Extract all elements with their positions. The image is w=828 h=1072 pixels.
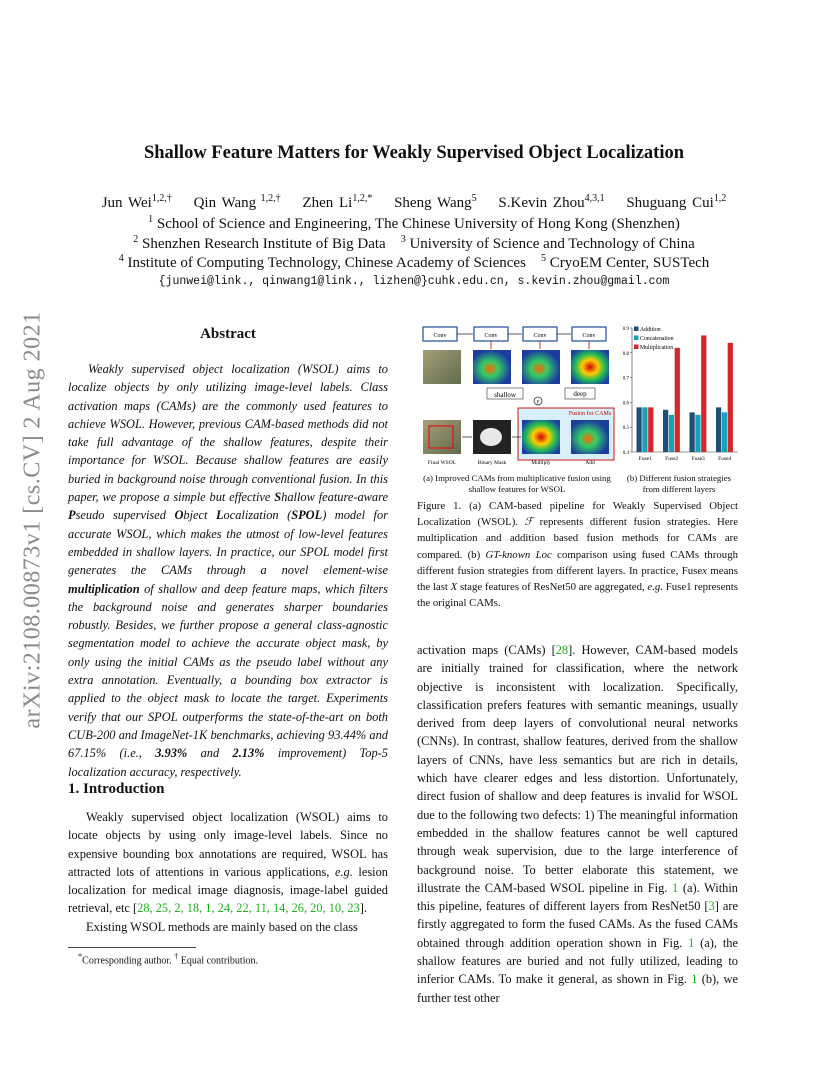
conv-label: Conv: [433, 333, 447, 339]
citation-links[interactable]: 28, 25, 2, 18, 1, 24, 22, 11, 14, 26, 20, 10, 23: [137, 901, 360, 916]
cam-map: [571, 350, 609, 384]
cam-map: [522, 350, 560, 384]
citation-link[interactable]: 28: [555, 643, 569, 657]
affiliation-line: $^2$ Shenzhen Research Institute of Big Data $^3$ University of Science and Technology of China: [133, 234, 695, 252]
x-tick-label: Fuse3: [691, 456, 705, 462]
y-tick-label: 0.5: [622, 426, 629, 432]
fusion-label: Fusion for CAMs: [568, 411, 612, 417]
footnote-rule: [68, 947, 196, 948]
stage-label: Add: [585, 460, 595, 466]
bar-addition-fuse3: [690, 412, 695, 452]
author: Qin Wang $^{1,2,\dagger}$: [193, 193, 281, 211]
legend-swatch: [634, 345, 639, 350]
bar-multiplication-fuse1: [648, 407, 653, 452]
figure-ref-link[interactable]: 1: [688, 935, 695, 950]
author: S.Kevin Zhou$^{4,3,1}$: [498, 193, 605, 211]
bar-concatenation-fuse3: [695, 415, 700, 452]
pipeline-diagram: [417, 322, 617, 467]
subfigure-caption-b: (b) Different fusion strategies from different layers: [626, 473, 732, 494]
abstract-heading: Abstract: [200, 326, 256, 342]
figure-1b-chart: [618, 322, 740, 492]
author-list: [0, 193, 828, 212]
bar-multiplication-fuse4: [728, 343, 733, 452]
y-tick-label: 0.6: [622, 401, 629, 407]
legend-label: Multiplication: [640, 345, 674, 351]
conv-label: Conv: [582, 333, 596, 339]
figure-ref-link[interactable]: 1: [691, 972, 698, 987]
citation-link[interactable]: 3: [708, 899, 715, 914]
y-tick-label: 0.7: [622, 376, 629, 382]
bar-addition-fuse4: [716, 407, 721, 452]
author: Sheng Wang$^5$: [394, 193, 477, 211]
conv-label: Conv: [533, 333, 547, 339]
y-tick-label: 0.9: [622, 327, 629, 332]
multiply-cam: [522, 420, 560, 454]
add-cam: [571, 420, 609, 454]
footnote: *Corresponding author. † Equal contribution.: [78, 952, 258, 967]
figure-ref-link[interactable]: 1: [672, 880, 679, 895]
stage-label: Multiply: [531, 460, 551, 466]
y-tick-label: 0.4: [622, 451, 629, 456]
fusion-symbol: F: [536, 400, 540, 406]
arxiv-id: arXiv:2108.00873v1 [cs.CV] 2 Aug 2021: [19, 311, 46, 729]
bar-addition-fuse2: [663, 410, 668, 452]
figure-1a-pipeline: [417, 322, 617, 492]
bar-multiplication-fuse2: [675, 348, 680, 452]
arxiv-sidebar-stamp: [8, 270, 58, 770]
legend-label: Addition: [640, 327, 661, 333]
affiliation-line: $^4$ Institute of Computing Technology, Chinese Academy of Sciences $^5$ CryoEM Center, SUSTech: [118, 253, 710, 271]
legend-swatch: [634, 327, 639, 332]
subfigure-caption-a: (a) Improved CAMs from multiplicative fusion using shallow features for WSOL: [423, 473, 611, 494]
stage-label: Final WSOL: [427, 460, 457, 466]
legend-label: Concatenation: [640, 336, 674, 342]
author: Jun Wei$^{1,2,\dagger}$: [101, 193, 172, 211]
x-tick-label: Fuse4: [718, 456, 732, 462]
x-tick-label: Fuse2: [665, 456, 679, 462]
author-emails: {junwei@link., qinwang1@link., lizhen@}cuhk.edu.cn, s.kevin.zhou@gmail.com: [158, 275, 670, 288]
bar-concatenation-fuse2: [669, 415, 674, 452]
bar-concatenation-fuse4: [722, 412, 727, 452]
legend-swatch: [634, 336, 639, 341]
conv-label: Conv: [484, 333, 498, 339]
figure-caption: Figure 1. (a) CAM-based pipeline for Weakly Supervised Object Localization (WSOL). ℱ represents different fusion strategies. Here multiplication and addition based fusion methods for CAMs are compared. (b) GT-known Loc comparison using fused CAMs through different fusion strategies from different layers. In practice, Fusex means the last X stage features of ResNet50 are aggregated, e.g. Fuse1 represents the original CAMs.: [417, 500, 738, 610]
abstract-body: Weakly supervised object localization (WSOL) aims to localize objects by only utilizing image-level labels. Class activation maps (CAMs) are the commonly used features to achieve WSOL. However, previous CAM-based methods did not take full advantage of the shallow features, despite their importance for WSOL. Because shallow features are easily buried in background noise through conventional fusion. In this paper, we propose a simple but effective Shallow feature-aware Pseudo supervised Object Localization (SPOL) model for accurate WSOL, which makes the utmost of low-level features embedded in shallow layers. In practice, our SPOL model first generates the CAMs through a novel element-wise multiplication of shallow and deep feature maps, which filters the background noise and generates sharper boundaries robustly. Besides, we further propose a general class-agnostic segmentation model to achieve the accurate object mask, by only using the initial CAMs as the pseudo label without any extra annotation. Eventually, a bounding box extractor is applied to the object mask to locate the target. Experiments verify that our SPOL outperforms the state-of-the-art on both CUB-200 and ImageNet-1K benchmarks, achieving 93.44% and 67.15% (i.e., 3.93% and 2.13% improvement) Top-5 localization accuracy, respectively.: [68, 362, 388, 779]
x-tick-label: Fuse1: [638, 456, 652, 462]
bar-addition-fuse1: [637, 407, 642, 452]
paper-title: Shallow Feature Matters for Weakly Supervised Object Localization: [143, 143, 685, 163]
input-image: [423, 350, 461, 384]
deep-label: deep: [573, 390, 587, 398]
shallow-label: shallow: [494, 391, 516, 399]
affiliation-line: $^1$ School of Science and Engineering, The Chinese University of Hong Kong (Shenzhen): [148, 214, 680, 232]
author: Shuguang Cui$^{1,2}$: [626, 193, 727, 211]
stage-label: Binary Mask: [477, 460, 507, 466]
introduction-body: Weakly supervised object localization (WSOL) aims to locate objects by using only image-level labels. Since no expensive bounding box annotations are required, WSOL has attracted lots of attentions in various applications, e.g. lesion localization for medical image diagnosis, image-label guided retrieval, etc [28, 25, 2, 18, 1, 24, 22, 11, 14, 26, 20, 10, 23]. Existing WSOL methods are mainly based on the class: [68, 810, 388, 934]
cam-map: [473, 350, 511, 384]
introduction-continued: activation maps (CAMs) [28]. However, CAM-based models are initially trained for classification, where the network objective is inconsistent with localization. Specifically, classification prefers features with semantic meanings, usually derived from deep layers of convolutional neural networks (CNNs). In contrast, shallow features, derived from the shallow layers of CNNs, have less semantics but are rich in details, which have clearer edges and less distortion. Unfortunately, direct fusion of shallow and deep features is invalid for WSOL due to the following two defects: 1) The meaningful information embedded in the shallow features cannot be well captured through weak supervision, due to the large interference of background noise. To better elaborate this statement, we illustrate the CAM-based WSOL pipeline in Fig. 1 (a). Within this pipeline, features of different layers from ResNet50 [3] are firstly aggregated to form the fused CAMs. As the fused CAMs obtained through addition operation shown in Fig. 1 (a), the shallow features are buried and not fully utilized, leading to inferior CAMs. To make it general, as shown in Fig. 1 (b), we further test other: [417, 643, 739, 1005]
fusion-bar-chart: [618, 322, 740, 467]
bar-concatenation-fuse1: [642, 407, 647, 452]
y-tick-label: 0.8: [622, 351, 629, 357]
section-heading-introduction: 1. Introduction: [68, 781, 165, 797]
bar-multiplication-fuse3: [701, 335, 706, 452]
author: Zhen $Li^{1,2,*}$: [302, 193, 373, 211]
